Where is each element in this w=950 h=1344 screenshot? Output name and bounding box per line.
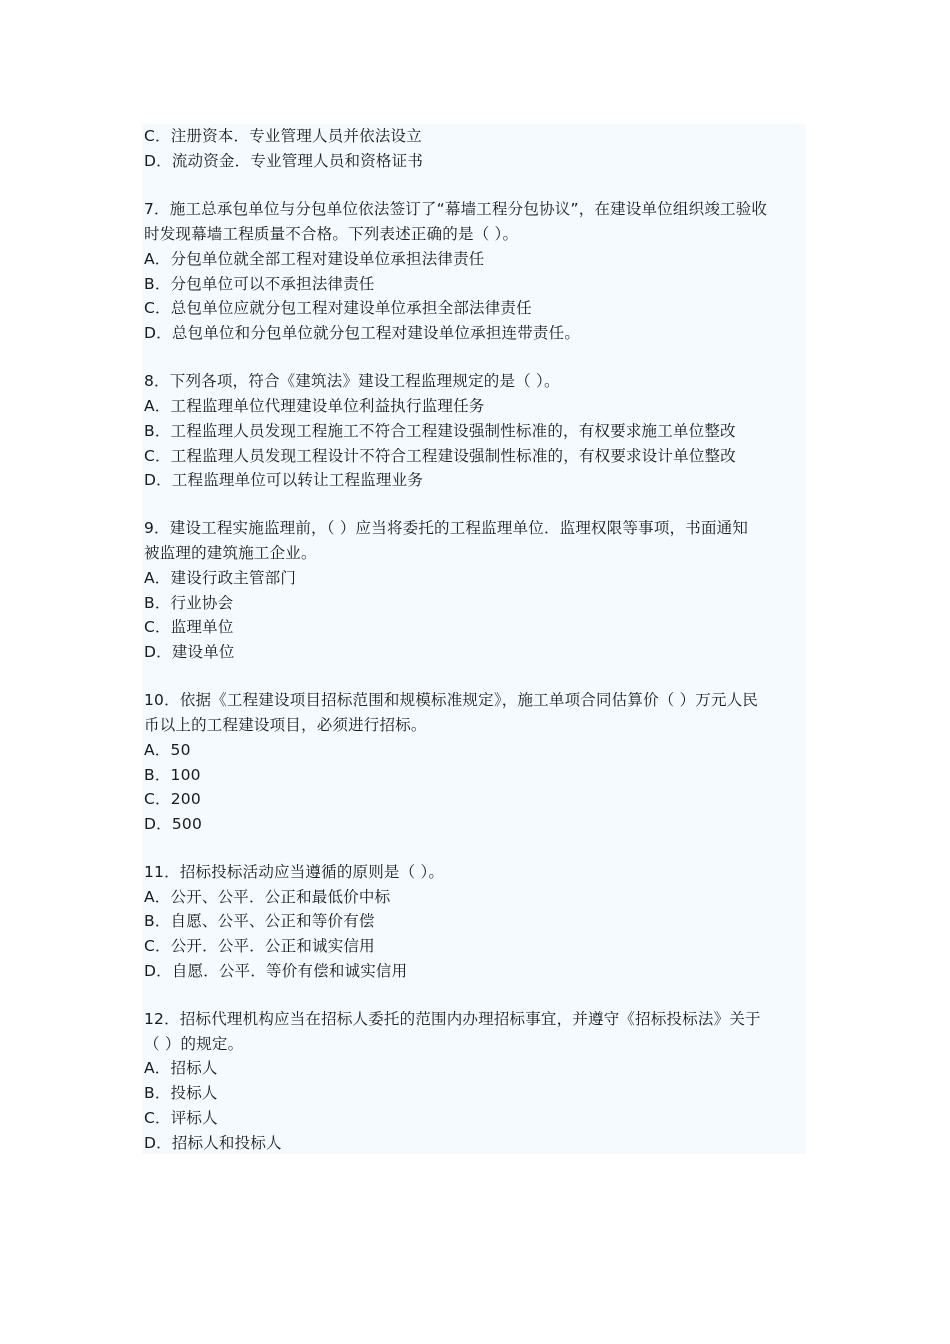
option-d-q8: D．工程监理单位可以转让工程监理业务 bbox=[144, 471, 424, 489]
option-b-q12: B．投标人 bbox=[144, 1084, 218, 1102]
option-a-q9: A．建设行政主管部门 bbox=[144, 569, 297, 587]
question-12-line-2: （ ）的规定。 bbox=[144, 1035, 244, 1053]
option-b-q7: B．分包单位可以不承担法律责任 bbox=[144, 275, 375, 293]
option-c-q11: C．公开．公平．公正和诚实信用 bbox=[144, 937, 375, 955]
option-c-q10: C．200 bbox=[144, 790, 201, 808]
option-a-q12: A．招标人 bbox=[144, 1059, 218, 1077]
question-7-line-2: 时发现幕墙工程质量不合格。下列表述正确的是（ ）。 bbox=[144, 225, 519, 243]
option-d-q12: D．招标人和投标人 bbox=[144, 1134, 282, 1152]
option-c-q8: C．工程监理人员发现工程设计不符合工程建设强制性标准的，有权要求设计单位整改 bbox=[144, 447, 736, 465]
option-c-q9: C．监理单位 bbox=[144, 618, 234, 636]
option-d-q10: D．500 bbox=[144, 815, 203, 833]
option-a-q8: A．工程监理单位代理建设单位利益执行监理任务 bbox=[144, 397, 485, 415]
question-9-line-2: 被监理的建筑施工企业。 bbox=[144, 544, 317, 562]
option-b-q11: B．自愿、公平、公正和等价有偿 bbox=[144, 912, 375, 930]
option-d-q11: D．自愿．公平．等价有偿和诚实信用 bbox=[144, 962, 408, 980]
option-d-q9: D．建设单位 bbox=[144, 643, 235, 661]
option-a-q10: A．50 bbox=[144, 741, 191, 759]
option-b-q10: B．100 bbox=[144, 766, 201, 784]
option-d-q6: D．流动资金．专业管理人员和资格证书 bbox=[144, 152, 424, 170]
question-7-line-1: 7．施工总承包单位与分包单位依法签订了“幕墙工程分包协议”，在建设单位组织竣工验收 bbox=[144, 200, 768, 218]
question-10-line-2: 币以上的工程建设项目，必须进行招标。 bbox=[144, 716, 427, 734]
question-8: 8．下列各项，符合《建筑法》建设工程监理规定的是（ ）。 bbox=[144, 372, 560, 390]
option-d-q7: D．总包单位和分包单位就分包工程对建设单位承担连带责任。 bbox=[144, 324, 581, 342]
question-9-line-1: 9．建设工程实施监理前，（ ）应当将委托的工程监理单位．监理权限等事项，书面通知 bbox=[144, 519, 749, 537]
option-a-q7: A．分包单位就全部工程对建设单位承担法律责任 bbox=[144, 250, 485, 268]
option-c-q6: C．注册资本．专业管理人员并依法设立 bbox=[144, 127, 422, 145]
option-c-q7: C．总包单位应就分包工程对建设单位承担全部法律责任 bbox=[144, 299, 532, 317]
question-12-line-1: 12．招标代理机构应当在招标人委托的范围内办理招标事宜，并遵守《招标投标法》关于 bbox=[144, 1010, 761, 1028]
option-c-q12: C．评标人 bbox=[144, 1109, 218, 1127]
option-b-q9: B．行业协会 bbox=[144, 594, 234, 612]
option-a-q11: A．公开、公平．公正和最低价中标 bbox=[144, 888, 391, 906]
question-10-line-1: 10．依据《工程建设项目招标范围和规模标准规定》，施工单项合同估算价（ ）万元人民 bbox=[144, 691, 759, 709]
question-11: 11．招标投标活动应当遵循的原则是（ ）。 bbox=[144, 863, 445, 881]
option-b-q8: B．工程监理人员发现工程施工不符合工程建设强制性标准的，有权要求施工单位整改 bbox=[144, 422, 736, 440]
